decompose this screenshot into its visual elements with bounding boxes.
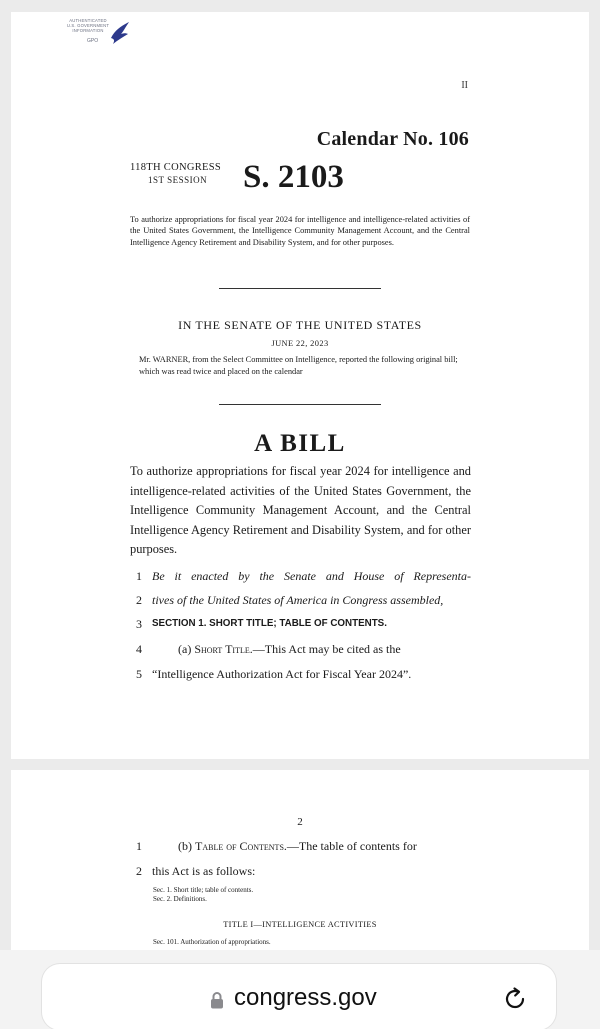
line-text: Be it enacted by the Senate and House of Representa- [152, 569, 471, 583]
line-number: 4 [136, 642, 142, 656]
line-text: “Intelligence Authorization Act for Fiscal Year 2024”. [152, 667, 412, 681]
divider [219, 404, 381, 405]
toc-entry: Sec. 1. Short title; table of contents. [153, 886, 254, 894]
bill-caption: To authorize appropriations for fiscal year 2024 for intelligence and intelligence-related activities of the United States Government, the Intelligence Community Management Account, and the Central Intelligence Agency Retirement and Disability System, and for other purposes. [130, 215, 470, 247]
bill-line [130, 614, 471, 634]
introduction-date: JUNE 22, 2023 [271, 339, 329, 348]
sponsor-statement: Mr. WARNER, from the Select Committee on Intelligence, reported the following original bill; which was read twice and placed on the calendar [139, 355, 458, 376]
line-text-prefix: (a) [178, 642, 195, 656]
session: 1ST SESSION [148, 175, 208, 185]
calendar-number: Calendar No. 106 [316, 128, 469, 150]
bill-heading: A BILL [254, 430, 346, 457]
line-text-prefix: (b) [178, 839, 195, 853]
page-number: 2 [297, 816, 303, 828]
address-bar[interactable] [42, 964, 556, 1029]
subsection-title: Table of Contents [195, 839, 284, 853]
logo-line-2: U.S. GOVERNMENT [66, 23, 110, 28]
line-number: 2 [136, 864, 142, 878]
line-text: this Act is as follows: [152, 864, 256, 878]
line-text-suffix: .—The table of contents for [283, 839, 417, 853]
eagle-icon [107, 20, 131, 46]
senate-heading: IN THE SENATE OF THE UNITED STATES [178, 318, 422, 332]
line-number: 1 [136, 839, 142, 853]
line-text [178, 639, 471, 659]
line-number: 5 [136, 667, 142, 681]
divider [219, 288, 381, 289]
line-text-suffix: .—This Act may be cited as the [249, 642, 401, 656]
line-number: 2 [136, 593, 142, 607]
bill-line [130, 590, 471, 610]
bill-purpose: To authorize appropriations for fiscal year 2024 for intelligence and intelligence-related activities of the United States Government, the Intelligence Community Management Account, and the Central Intelligence Agency Retirement and Disability System, and for other purposes. [130, 464, 471, 556]
toc-entry: Sec. 2. Definitions. [153, 895, 207, 903]
line-text [178, 836, 471, 856]
gpo-authenticated-logo [63, 18, 133, 48]
toc-entry: Sec. 101. Authorization of appropriations. [153, 938, 271, 946]
logo-gpo: GPO [87, 38, 99, 44]
bill-line [130, 566, 471, 586]
title-heading: TITLE I—INTELLIGENCE ACTIVITIES [223, 920, 377, 929]
bill-number: S. 2103 [243, 159, 344, 195]
table-of-contents [153, 886, 253, 904]
document-page-2 [11, 770, 589, 950]
congress-number: 118TH CONGRESS [130, 162, 222, 173]
browser-bottom-bar [0, 950, 600, 1029]
logo-line-1: AUTHENTICATED [69, 18, 107, 23]
bill-line [130, 861, 471, 881]
subsection-title: Short Title [194, 642, 250, 656]
line-number: 1 [136, 569, 142, 583]
logo-line-3: INFORMATION [72, 28, 104, 33]
reload-icon[interactable] [502, 986, 528, 1012]
line-number: 3 [136, 617, 142, 631]
bill-line [130, 664, 471, 684]
bill-line [130, 836, 471, 856]
lock-icon [210, 991, 224, 1009]
url-text[interactable]: congress.gov [234, 984, 377, 1011]
section-heading: SECTION 1. SHORT TITLE; TABLE OF CONTENTS. [152, 618, 387, 629]
page-mark: II [461, 80, 468, 91]
line-text: tives of the United States of America in Congress assembled, [152, 593, 444, 607]
document-page-1 [11, 12, 589, 759]
bill-line [130, 639, 471, 659]
